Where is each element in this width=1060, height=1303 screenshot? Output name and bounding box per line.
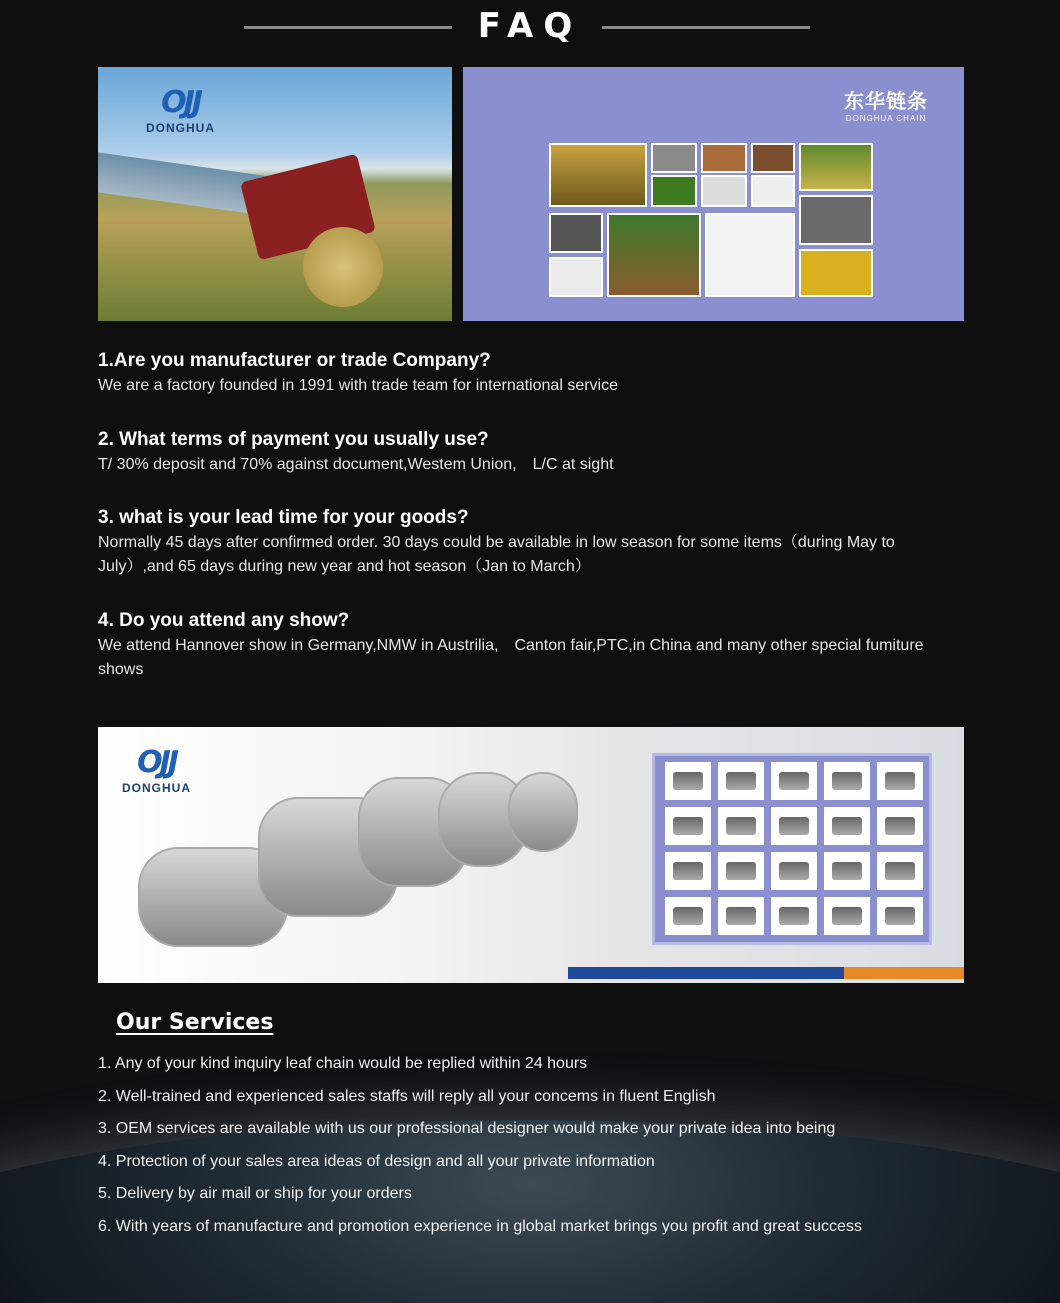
faq-item-4	[98, 608, 968, 682]
product-thumbnail	[824, 807, 870, 845]
collage-tile	[651, 175, 697, 207]
page-title: FAQ	[477, 6, 583, 46]
accent-bar-orange	[844, 967, 964, 979]
faq-item-2	[98, 427, 968, 477]
list-item: 4. Protection of your sales area ideas of design and all your private information	[98, 1152, 655, 1170]
faq-question: 3. what is your lead time for your goods?	[98, 507, 469, 528]
faq-question: 4. Do you attend any show?	[98, 610, 350, 631]
product-thumbnail	[877, 762, 923, 800]
header-rule-left	[244, 26, 452, 29]
product-thumbnail	[824, 897, 870, 935]
product-thumbnail	[824, 762, 870, 800]
services-title: Our Services	[116, 1010, 274, 1035]
product-thumbnail	[877, 852, 923, 890]
list-item: 2. Well-trained and experienced sales staffs will reply all your concems in fluent English	[98, 1087, 716, 1105]
accent-bar-blue	[568, 967, 844, 979]
product-thumbnail	[718, 807, 764, 845]
hay-bale-image	[303, 227, 383, 307]
product-thumbnail	[718, 762, 764, 800]
chain-products-banner	[98, 727, 964, 983]
chain-link-image	[508, 772, 578, 852]
product-thumbnail	[771, 807, 817, 845]
collage-tile	[751, 143, 795, 173]
faq-answer: T/ 30% deposit and 70% against document,Westem Union, L/C at sight	[98, 456, 614, 473]
collage-tile	[701, 175, 747, 207]
collage-tile	[549, 213, 603, 253]
list-item: 3. OEM services are available with us our professional designer would make your private idea into being	[98, 1120, 836, 1138]
list-item: 5. Delivery by air mail or ship for your orders	[98, 1185, 412, 1203]
product-thumbnail	[877, 897, 923, 935]
donghua-logo: OJJ DONGHUA	[122, 745, 191, 795]
collage-tile	[799, 249, 873, 297]
collage-tile	[651, 143, 697, 173]
faq-item-3	[98, 505, 968, 579]
services-list	[98, 1051, 862, 1247]
product-thumbnail	[771, 897, 817, 935]
collage-tile	[705, 213, 795, 297]
product-thumbnail	[824, 852, 870, 890]
list-item: 6. With years of manufacture and promotion experience in global market brings you profit and great success	[98, 1217, 862, 1235]
product-thumbnail	[665, 897, 711, 935]
product-thumbnail	[665, 762, 711, 800]
product-thumbnail	[665, 852, 711, 890]
product-thumbnail	[665, 807, 711, 845]
collage-tile	[751, 175, 795, 207]
product-thumbnail	[718, 897, 764, 935]
collage-tile	[549, 257, 603, 297]
collage-tile	[701, 143, 747, 173]
harvest-field-photo	[98, 67, 452, 321]
collage-tile	[549, 143, 647, 207]
product-thumbnail	[771, 762, 817, 800]
faq-question: 2. What terms of payment you usually use?	[98, 429, 489, 450]
collage-tile	[799, 143, 873, 191]
faq-answer: Normally 45 days after confirmed order. 30 days could be available in low season for some items（during May to July）,and 65 days during new year and hot season（Jan to March）	[98, 534, 895, 575]
product-thumbnail	[718, 852, 764, 890]
faq-answer: We attend Hannover show in Germany,NMW in Austrilia, Canton fair,PTC,in China and many other special fumiture shows	[98, 637, 924, 678]
product-thumbnail	[771, 852, 817, 890]
faq-item-1	[98, 348, 968, 398]
donghua-chain-brand: 东华链条 DONGHUA CHAIN	[844, 89, 928, 123]
header-rule-right	[602, 26, 810, 29]
faq-question: 1.Are you manufacturer or trade Company?	[98, 350, 491, 371]
product-thumbnail	[877, 807, 923, 845]
list-item: 1. Any of your kind inquiry leaf chain would be replied within 24 hours	[98, 1055, 588, 1072]
product-grid	[652, 753, 932, 945]
faq-header	[0, 0, 1060, 56]
product-collage-image	[463, 67, 964, 321]
collage-tile	[799, 195, 873, 245]
faq-answer: We are a factory founded in 1991 with trade team for international service	[98, 377, 618, 394]
collage-tile	[607, 213, 701, 297]
donghua-logo: OJJ DONGHUA	[146, 85, 215, 135]
